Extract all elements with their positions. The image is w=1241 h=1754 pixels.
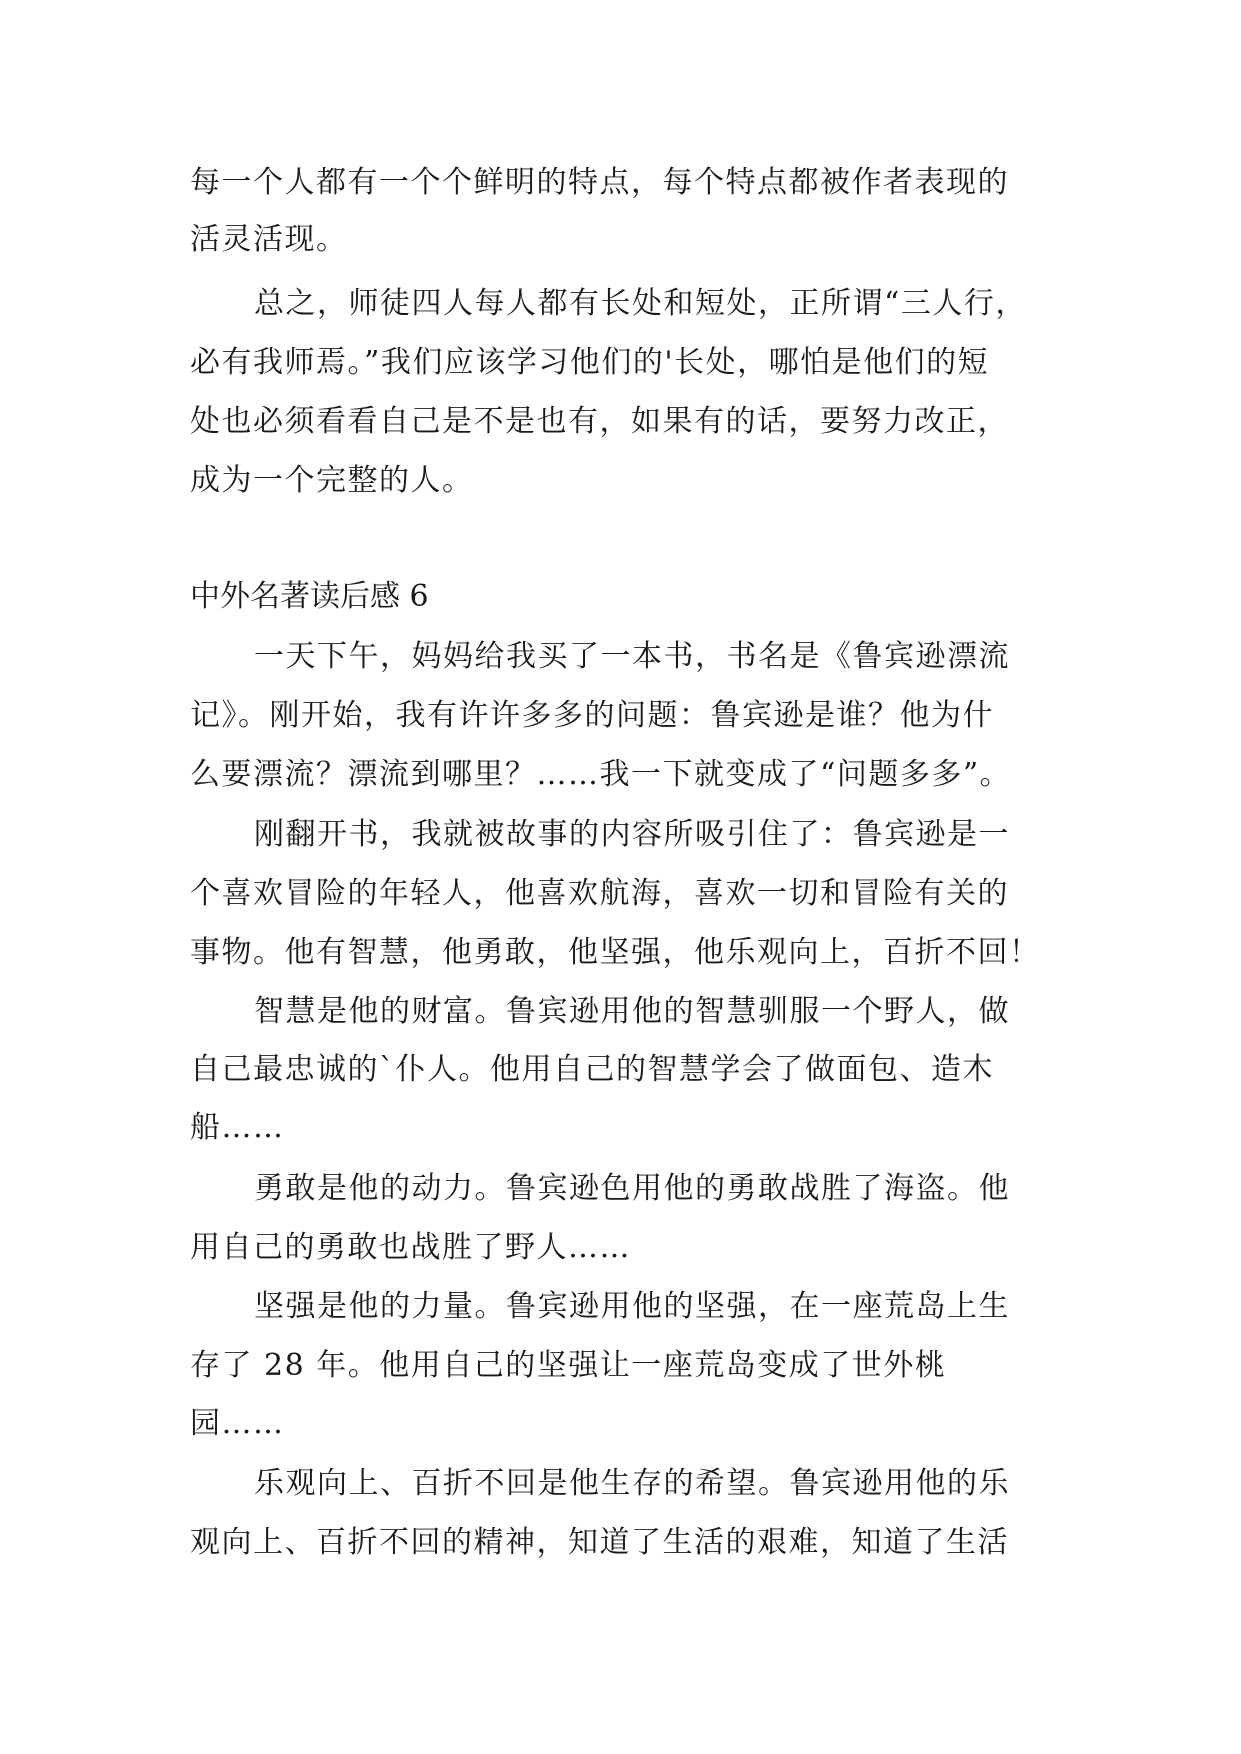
paragraph-line: 个喜欢冒险的年轻人，他喜欢航海，喜欢一切和冒险有关的 — [190, 876, 1009, 911]
paragraph-line: 成为一个完整的人。 — [190, 463, 474, 498]
paragraph-line: 总之，师徒四人每人都有长处和短处，正所谓“三人行， — [254, 286, 1027, 321]
section-heading: 中外名著读后感 6 — [190, 579, 429, 614]
paragraph-line: 一天下午，妈妈给我买了一本书，书名是《鲁宾逊漂流 — [254, 639, 1010, 674]
paragraph-line: 用自己的勇敢也战胜了野人…… — [190, 1230, 631, 1265]
paragraph-line: 刚翻开书，我就被故事的内容所吸引住了：鲁宾逊是一 — [254, 817, 1010, 852]
paragraph-line: 自己最忠诚的`仆人。他用自己的智慧学会了做面包、造木 — [190, 1052, 994, 1087]
paragraph-line: 活灵活现。 — [190, 222, 348, 257]
paragraph-line: 每一个人都有一个个鲜明的特点，每个特点都被作者表现的 — [190, 165, 1009, 200]
paragraph-line: 事物。他有智慧，他勇敢，他坚强，他乐观向上，百折不回！ — [190, 935, 1041, 970]
paragraph-line: 么要漂流？漂流到哪里？……我一下就变成了“问题多多”。 — [190, 757, 1012, 792]
paragraph-line: 乐观向上、百折不回是他生存的希望。鲁宾逊用他的乐 — [254, 1466, 1010, 1501]
paragraph-line: 观向上、百折不回的精神，知道了生活的艰难，知道了生活 — [190, 1525, 1009, 1560]
paragraph-line: 存了 28 年。他用自己的坚强让一座荒岛变成了世外桃 — [190, 1348, 947, 1383]
paragraph-line: 船…… — [190, 1110, 285, 1145]
paragraph-line: 必有我师焉。”我们应该学习他们的'长处，哪怕是他们的短 — [190, 345, 990, 380]
paragraph-line: 记》。刚开始，我有许许多多的问题：鲁宾逊是谁？他为什 — [190, 698, 994, 733]
paragraph-line: 处也必须看看自己是不是也有，如果有的话，要努力改正， — [190, 404, 1009, 439]
paragraph-line: 智慧是他的财富。鲁宾逊用他的智慧驯服一个野人，做 — [254, 994, 1010, 1029]
paragraph-line: 勇敢是他的动力。鲁宾逊色用他的勇敢战胜了海盗。他 — [254, 1171, 1010, 1206]
paragraph-line: 坚强是他的力量。鲁宾逊用他的坚强，在一座荒岛上生 — [254, 1289, 1010, 1324]
paragraph-line: 园…… — [190, 1406, 285, 1441]
